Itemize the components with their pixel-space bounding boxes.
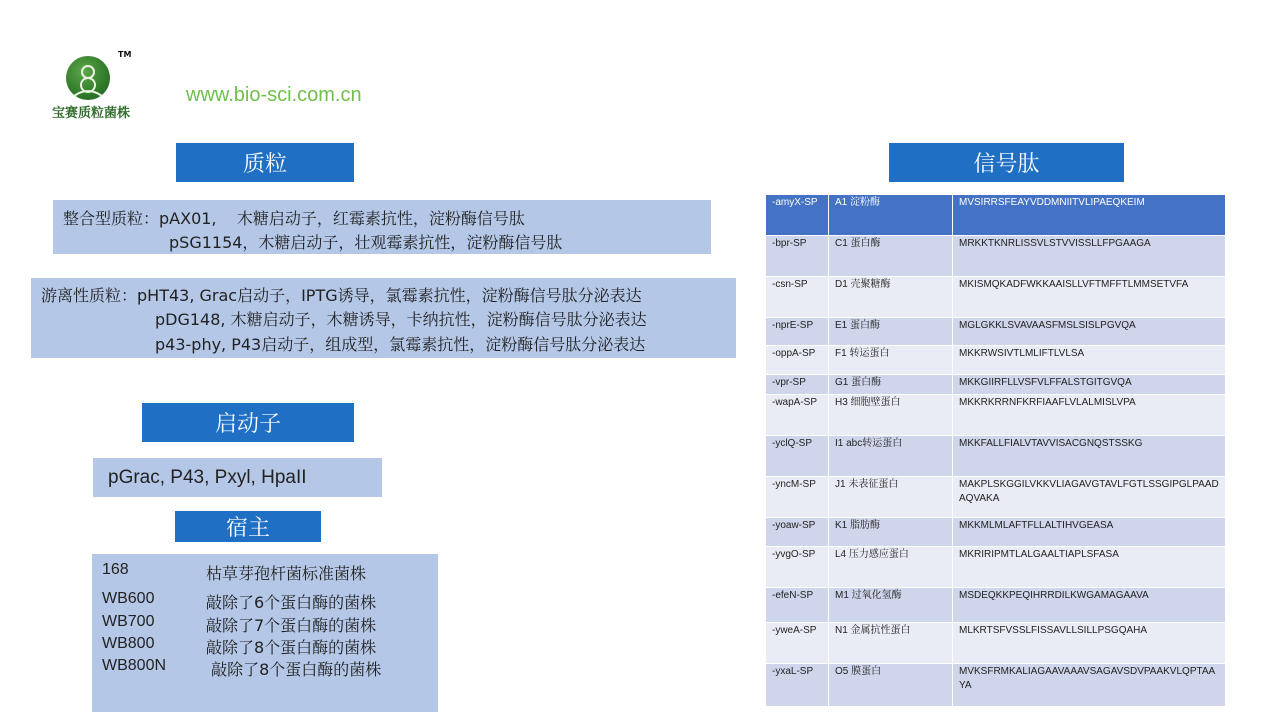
sp-sequence: MVSIRRSFEAYVDDMNIITVLIPAEQKEIM [953,195,1226,236]
sp-name: -csn-SP [766,277,829,318]
host-header: 宿主 [175,511,321,542]
sp-name: -amyX-SP [766,195,829,236]
sp-enzyme: N1 金属抗性蛋白 [829,623,953,664]
sp-enzyme: I1 abc转运蛋白 [829,436,953,477]
promoter-header: 启动子 [142,403,354,442]
sp-enzyme: O5 膜蛋白 [829,664,953,707]
table-row [766,547,1226,588]
free-plasmid-box [31,278,736,358]
host-desc: 敲除了6个蛋白酶的菌株 [206,593,377,612]
free-line-1: 游离性质粒：pHT43, Grac启动子，IPTG诱导，氯霉素抗性，淀粉酶信号肽分泌表达 [41,286,642,305]
website-url[interactable]: www.bio-sci.com.cn [186,84,362,106]
sp-name: -yclQ-SP [766,436,829,477]
sp-sequence: MKKRWSIVTLMLIFTLVLSA [953,346,1226,375]
sp-sequence: MAKPLSKGGILVKKVLIAGAVGTAVLFGTLSSGIPGLPAADAQVAKA [953,477,1226,518]
logo-text: 宝赛质粒菌株 [51,106,130,121]
sp-enzyme: F1 转运蛋白 [829,346,953,375]
promoter-list: pGrac, P43, Pxyl, HpaII [108,467,307,488]
table-row [766,664,1226,707]
host-code: WB800N [102,657,167,674]
sp-enzyme: L4 压力感应蛋白 [829,547,953,588]
table-row [766,623,1226,664]
trademark-mark: TM [118,50,132,59]
table-row [766,395,1226,436]
sp-sequence: MGLGKKLSVAVAASFMSLSISLPGVQA [953,318,1226,346]
sp-sequence: MKKFALLFIALVTAVVISACGNQSTSSKG [953,436,1226,477]
table-row [766,195,1226,236]
signal-peptide-header: 信号肽 [889,143,1124,182]
signal-peptide-table [765,194,1226,707]
sp-enzyme: E1 蛋白酶 [829,318,953,346]
host-code: WB600 [102,590,155,607]
integrative-line-2: pSG1154，木糖启动子，壮观霉素抗性，淀粉酶信号肽 [169,233,563,252]
sp-enzyme: J1 未表征蛋白 [829,477,953,518]
sp-name: -wapA-SP [766,395,829,436]
table-row [766,477,1226,518]
plasmid-header: 质粒 [176,143,354,182]
sp-sequence: MKRIRIPMTLALGAALTIAPLSFASA [953,547,1226,588]
sp-sequence: MKKGIIRFLLVSFVLFFALSTGITGVQA [953,375,1226,395]
free-line-3: p43-phy, P43启动子，组成型，氯霉素抗性，淀粉酶信号肽分泌表达 [155,335,646,354]
sp-sequence: MRKKTKNRLISSVLSTVVISSLLFPGAAGA [953,236,1226,277]
host-desc: 敲除了7个蛋白酶的菌株 [206,616,377,635]
table-row [766,277,1226,318]
sp-enzyme: H3 细胞壁蛋白 [829,395,953,436]
table-row [766,375,1226,395]
sp-name: -yvgO-SP [766,547,829,588]
free-line-2: pDG148, 木糖启动子，木糖诱导，卡纳抗性，淀粉酶信号肽分泌表达 [155,310,647,329]
host-box [92,554,438,712]
host-code: WB800 [102,635,155,652]
table-row [766,588,1226,623]
sp-sequence: MSDEQKKPEQIHRRDILKWGAMAGAAVA [953,588,1226,623]
host-desc: 敲除了8个蛋白酶的菌株 [206,660,382,679]
table-row [766,436,1226,477]
sp-sequence: MLKRTSFVSSLFISSAVLLSILLPSGQAHA [953,623,1226,664]
sp-enzyme: M1 过氧化氢酶 [829,588,953,623]
sp-name: -bpr-SP [766,236,829,277]
host-code: WB700 [102,613,155,630]
promoter-box [93,458,382,497]
logo-emblem-icon [66,56,110,100]
sp-name: -yoaw-SP [766,518,829,547]
host-desc: 枯草芽孢杆菌标准菌株 [206,564,367,583]
table-row [766,236,1226,277]
sp-enzyme: K1 脂肪酶 [829,518,953,547]
sp-name: -oppA-SP [766,346,829,375]
sp-enzyme: G1 蛋白酶 [829,375,953,395]
sp-name: -vpr-SP [766,375,829,395]
sp-sequence: MKKMLMLAFTFLLALTIHVGEASA [953,518,1226,547]
sp-name: -yxaL-SP [766,664,829,707]
sp-enzyme: A1 淀粉酶 [829,195,953,236]
host-desc: 敲除了8个蛋白酶的菌株 [206,638,377,657]
sp-sequence: MVKSFRMKALIAGAAVAAAVSAGAVSDVPAAKVLQPTAAYA [953,664,1226,707]
sp-enzyme: C1 蛋白酶 [829,236,953,277]
company-logo [36,50,146,120]
sp-name: -nprE-SP [766,318,829,346]
host-code: 168 [102,561,129,578]
table-row [766,318,1226,346]
integrative-line-1: 整合型质粒：pAX01, 木糖启动子，红霉素抗性，淀粉酶信号肽 [63,209,525,228]
sp-sequence: MKKRKRRNFKRFIAAFLVLALMISLVPA [953,395,1226,436]
integrative-plasmid-box [53,200,711,254]
table-row [766,346,1226,375]
sp-name: -yweA-SP [766,623,829,664]
sp-enzyme: D1 壳聚糖酶 [829,277,953,318]
sp-name: -efeN-SP [766,588,829,623]
sp-sequence: MKISMQKADFWKKAAISLLVFTMFFTLMMSETVFA [953,277,1226,318]
sp-name: -yncM-SP [766,477,829,518]
table-row [766,518,1226,547]
